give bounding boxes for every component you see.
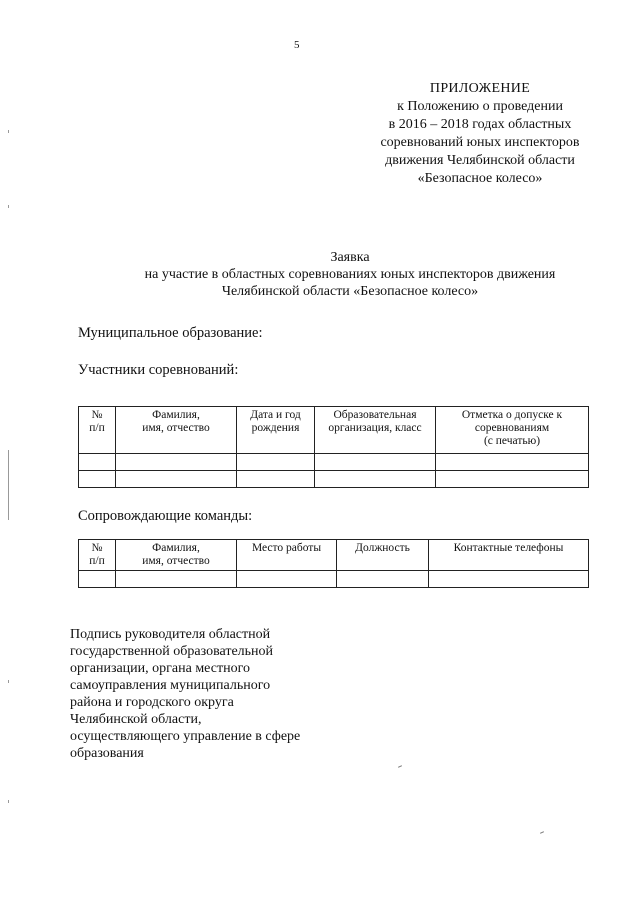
header-text: Фамилия, (152, 542, 200, 554)
header-text: Отметка о допуске к (461, 409, 563, 421)
table-cell[interactable] (116, 571, 237, 588)
header-cell (116, 540, 237, 571)
appendix-line: к Положению о проведении (397, 99, 563, 114)
header-cell (237, 407, 315, 454)
municipality-label: Муниципальное образование: (78, 325, 263, 341)
participants-label: Участники соревнований: (78, 362, 239, 378)
header-text: Образовательная (333, 409, 417, 421)
appendix-title: ПРИЛОЖЕНИЕ (429, 81, 531, 96)
application-heading (60, 249, 640, 300)
table-cell[interactable] (315, 471, 436, 488)
table-cell[interactable] (429, 571, 589, 588)
signature-line: района и городского округа (70, 695, 234, 710)
signature-line: организации, органа местного (70, 661, 250, 676)
appendix-line: движения Челябинской области (385, 153, 575, 168)
table-header-row (79, 407, 589, 454)
table-header-row (79, 540, 589, 571)
table-row (79, 471, 589, 488)
header-text: Контактные телефоны (453, 542, 564, 554)
table-cell[interactable] (116, 471, 237, 488)
appendix-line: соревнований юных инспекторов (380, 135, 580, 150)
header-text: имя, отчество (142, 422, 210, 434)
table-cell[interactable] (116, 454, 237, 471)
header-text: № (91, 409, 103, 421)
header-text: № (91, 542, 103, 554)
table-cell[interactable] (436, 454, 589, 471)
heading-line: Челябинской области «Безопасное колесо» (221, 284, 479, 299)
header-cell (337, 540, 429, 571)
signature-block (70, 626, 328, 762)
table-cell[interactable] (79, 454, 116, 471)
appendix-line: «Безопасное колесо» (417, 171, 543, 186)
header-text: Фамилия, (152, 409, 200, 421)
scan-speck (398, 765, 402, 768)
table-cell[interactable] (436, 471, 589, 488)
table-cell[interactable] (237, 471, 315, 488)
table-cell[interactable] (79, 571, 116, 588)
scan-speck (540, 831, 544, 834)
signature-line: Челябинской области, (70, 712, 202, 727)
header-cell (79, 407, 116, 454)
header-text: организация, класс (328, 422, 422, 434)
table-cell[interactable] (337, 571, 429, 588)
header-text: Должность (355, 542, 410, 554)
header-text: соревнованиям (474, 422, 550, 434)
header-text: п/п (89, 555, 105, 567)
page-number: 5 (294, 39, 300, 51)
appendix-block (360, 80, 600, 188)
signature-line: государственной образовательной (70, 644, 274, 659)
table-cell[interactable] (315, 454, 436, 471)
table-row (79, 571, 589, 588)
table-row (79, 454, 589, 471)
header-cell (116, 407, 237, 454)
table-cell[interactable] (79, 471, 116, 488)
signature-line: осуществляющего управление в сфере (70, 729, 301, 744)
header-cell (79, 540, 116, 571)
scan-margin-marks (8, 120, 10, 870)
header-text: рождения (251, 422, 300, 434)
table-cell[interactable] (237, 454, 315, 471)
escort-table (78, 539, 589, 588)
heading-title: Заявка (330, 250, 370, 265)
signature-line: самоуправления муниципального (70, 678, 271, 693)
heading-line: на участие в областных соревнованиях юных инспекторов движения (144, 267, 556, 282)
header-text: (с печатью) (483, 435, 541, 447)
table-cell[interactable] (237, 571, 337, 588)
appendix-line: в 2016 – 2018 годах областных (388, 117, 572, 132)
header-text: Дата и год (250, 409, 301, 421)
header-cell (436, 407, 589, 454)
header-text: Место работы (251, 542, 322, 554)
signature-line: Подпись руководителя областной (70, 627, 271, 642)
header-cell (237, 540, 337, 571)
header-text: имя, отчество (142, 555, 210, 567)
signature-line: образования (70, 746, 144, 761)
escort-label: Сопровождающие команды: (78, 508, 253, 524)
header-text: п/п (89, 422, 105, 434)
participants-table (78, 406, 589, 488)
header-cell (315, 407, 436, 454)
header-cell (429, 540, 589, 571)
